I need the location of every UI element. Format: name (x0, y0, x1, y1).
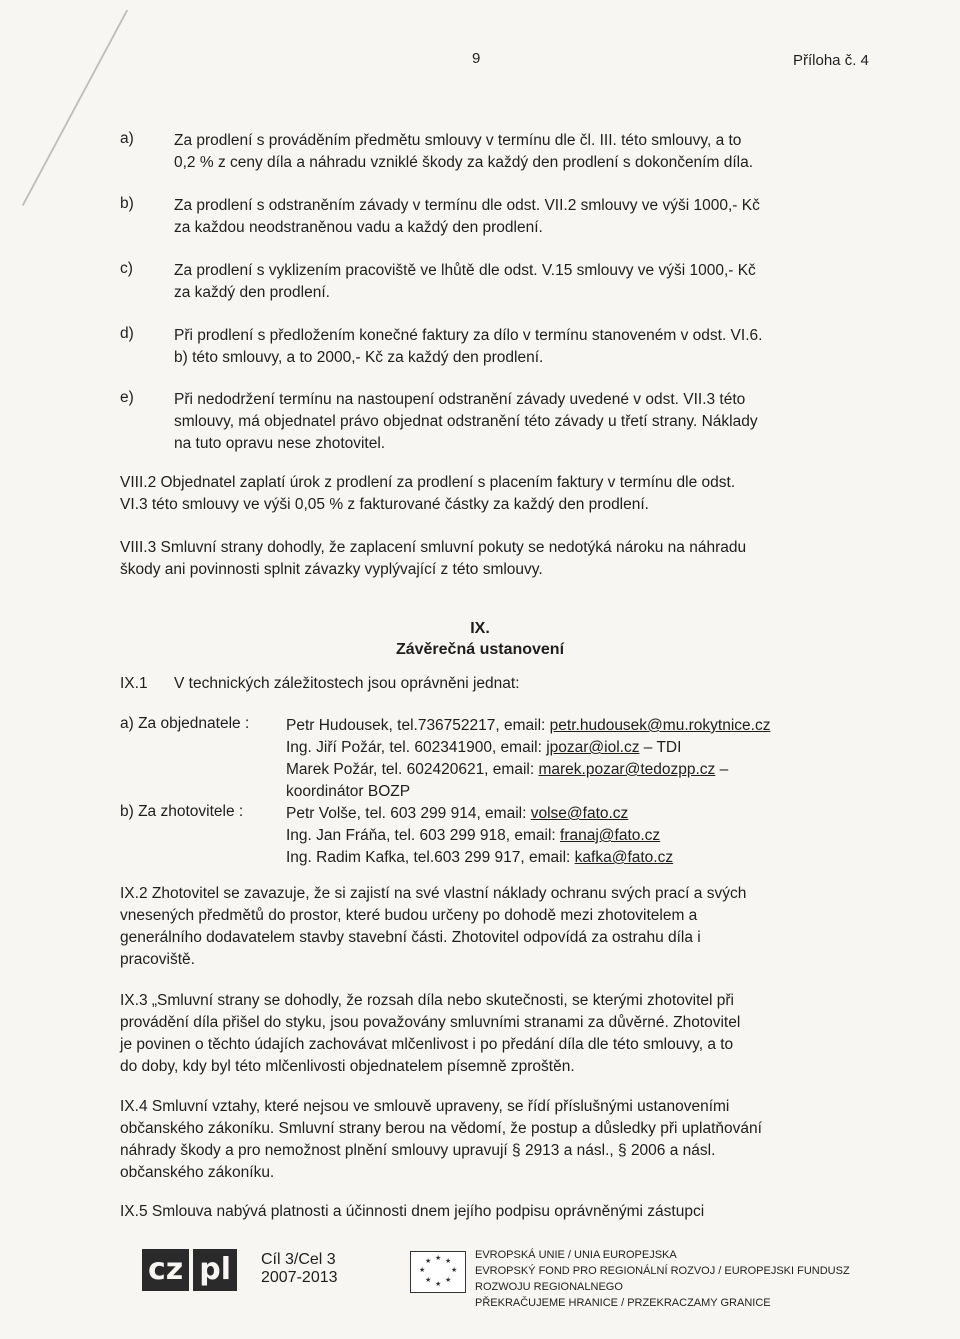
paragraph-ix-4: IX.4 Smluvní vztahy, které nejsou ve smlouvě upraveny, se řídí příslušnými ustanoveními občanského zákoníku. Smluvní strany berou na vědomí, že postup a důsledky při uplatňování náhrady škody a pro nemožnost plnění smlouvy upravují § 2913 a násl., § 2006 a násl. občanského zákoníku. (120, 1098, 762, 1181)
item-b-label: b) (120, 195, 134, 212)
logo-pl: pl (193, 1249, 237, 1291)
paragraph-viii-3: VIII.3 Smluvní strany dohodly, že zaplacení smluvní pokuty se nedotýká nároku na náhradu škody ani povinnosti splnit závazky vyplývající z této smlouvy. (120, 539, 747, 578)
item-c-text: Za prodlení s vyklizením pracoviště ve lhůtě dle odst. V.15 smlouvy ve výši 1000,- Kč za každý den prodlení. (174, 262, 756, 301)
eu-flag-icon: ★ ★ ★ ★ ★ ★ ★ ★ (410, 1251, 466, 1293)
email-link[interactable]: franaj@fato.cz (560, 827, 661, 844)
email-link[interactable]: petr.hudousek@mu.rokytnice.cz (549, 717, 771, 734)
paragraph-ix-5: IX.5 Smlouva nabývá platnosti a účinnosti dnem jejího podpisu oprávněnými zástupci (120, 1203, 705, 1220)
contact-line: Ing. Jiří Požár, tel. 602341900, email: jpozar@iol.cz – TDI (286, 739, 682, 756)
objednatel-label: a) Za objednatele : (120, 715, 250, 732)
contact-line: Petr Volše, tel. 603 299 914, email: volse@fato.cz (286, 805, 629, 822)
item-d-label: d) (120, 325, 134, 342)
item-a-label: a) (120, 130, 134, 147)
footer (120, 1247, 900, 1307)
zhotovitel-contacts (286, 803, 673, 869)
paragraph-ix-2: IX.2 Zhotovitel se zavazuje, že si zajistí na své vlastní náklady ochranu svých prací a svých vnesených předmětů do prostor, které budou určeny po dohodě mezi zhotovitelem a generálního dodavatelem stavby stavební části. Zhotovitel odpovídá za ostrahu díla i pracoviště. (120, 885, 747, 968)
logo-cz: cz (142, 1249, 189, 1291)
email-link[interactable]: kafka@fato.cz (574, 849, 674, 866)
contact-line: Ing. Jan Fráňa, tel. 603 299 918, email: franaj@fato.cz (286, 827, 661, 844)
item-e-label: e) (120, 389, 134, 406)
section-number: IX. (470, 620, 490, 637)
email-link[interactable]: jpozar@iol.cz (546, 739, 640, 756)
item-e-text: Při nedodržení termínu na nastoupení odstranění závady uvedené v odst. VII.3 této smlouvy, má objednatel právo objednat odstranění této závady u třetí strany. Náklady na tuto opravu nese zhotovitel. (174, 391, 758, 452)
page-number: 9 (472, 50, 481, 67)
eu-funding-text: EVROPSKÁ UNIE / UNIA EUROPEJSKA EVROPSKÝ FOND PRO REGIONÁLNÍ ROZVOJ / EUROPEJSKI FUNDUSZ ROZWOJU REGIONALNEGO PŘEKRAČUJEME HRANICE / PRZEKRACZAMY GRANICE (475, 1249, 850, 1309)
contact-line: Marek Požár, tel. 602420621, email: marek.pozar@tedozpp.cz – (286, 761, 729, 778)
attachment-label: Příloha č. 4 (793, 52, 869, 69)
czpl-logo (142, 1249, 241, 1291)
scan-artifact-line (0, 10, 200, 210)
objednatel-contacts (286, 715, 770, 803)
contact-line: koordinátor BOZP (286, 783, 411, 800)
contact-line: Ing. Radim Kafka, tel.603 299 917, email: kafka@fato.cz (286, 849, 674, 866)
contact-line: Petr Hudousek, tel.736752217, email: petr.hudousek@mu.rokytnice.cz (286, 717, 771, 734)
item-a-text: Za prodlení s prováděním předmětu smlouvy v termínu dle čl. III. této smlouvy, a to 0,2 % z ceny díla a náhradu vzniklé škody za každý den prodlení s dokončením díla. (174, 132, 754, 171)
item-d-text: Při prodlení s předložením konečné faktury za dílo v termínu stanoveném v odst. VI.6. b) této smlouvy, a to 2000,- Kč za každý den prodlení. (174, 327, 763, 366)
email-link[interactable]: volse@fato.cz (530, 805, 629, 822)
item-b-text: Za prodlení s odstraněním závady v termínu dle odst. VII.2 smlouvy ve výši 1000,- Kč za každou neodstraněnou vadu a každý den prodlení. (174, 197, 760, 236)
item-c-label: c) (120, 260, 133, 277)
program-period: Cíl 3/Cel 3 2007-2013 (261, 1251, 338, 1286)
paragraph-ix-3: IX.3 „Smluvní strany se dohodly, že rozsah díla nebo skutečnosti, se kterými zhotovitel při provádění díla přišel do styku, jsou považovány smluvními stranami za důvěrné. Zhotovitel je povinen o těchto údajích zachovávat mlčenlivost i po předání díla dle této smlouvy, a to do doby, kdy byl této mlčenlivosti objednatelem písemně zproštěn. (120, 992, 741, 1075)
email-link[interactable]: marek.pozar@tedozpp.cz (538, 761, 716, 778)
paragraph-viii-2: VIII.2 Objednatel zaplatí úrok z prodlení za prodlení s placením faktury v termínu dle odst. VI.3 této smlouvy ve výši 0,05 % z fakturované částky za každý den prodlení. (120, 474, 736, 513)
zhotovitel-label: b) Za zhotovitele : (120, 803, 244, 820)
ix1-text: V technických záležitostech jsou oprávněni jednat: (174, 675, 520, 692)
section-title: Závěrečná ustanovení (395, 641, 565, 658)
ix1-number: IX.1 (120, 675, 148, 692)
